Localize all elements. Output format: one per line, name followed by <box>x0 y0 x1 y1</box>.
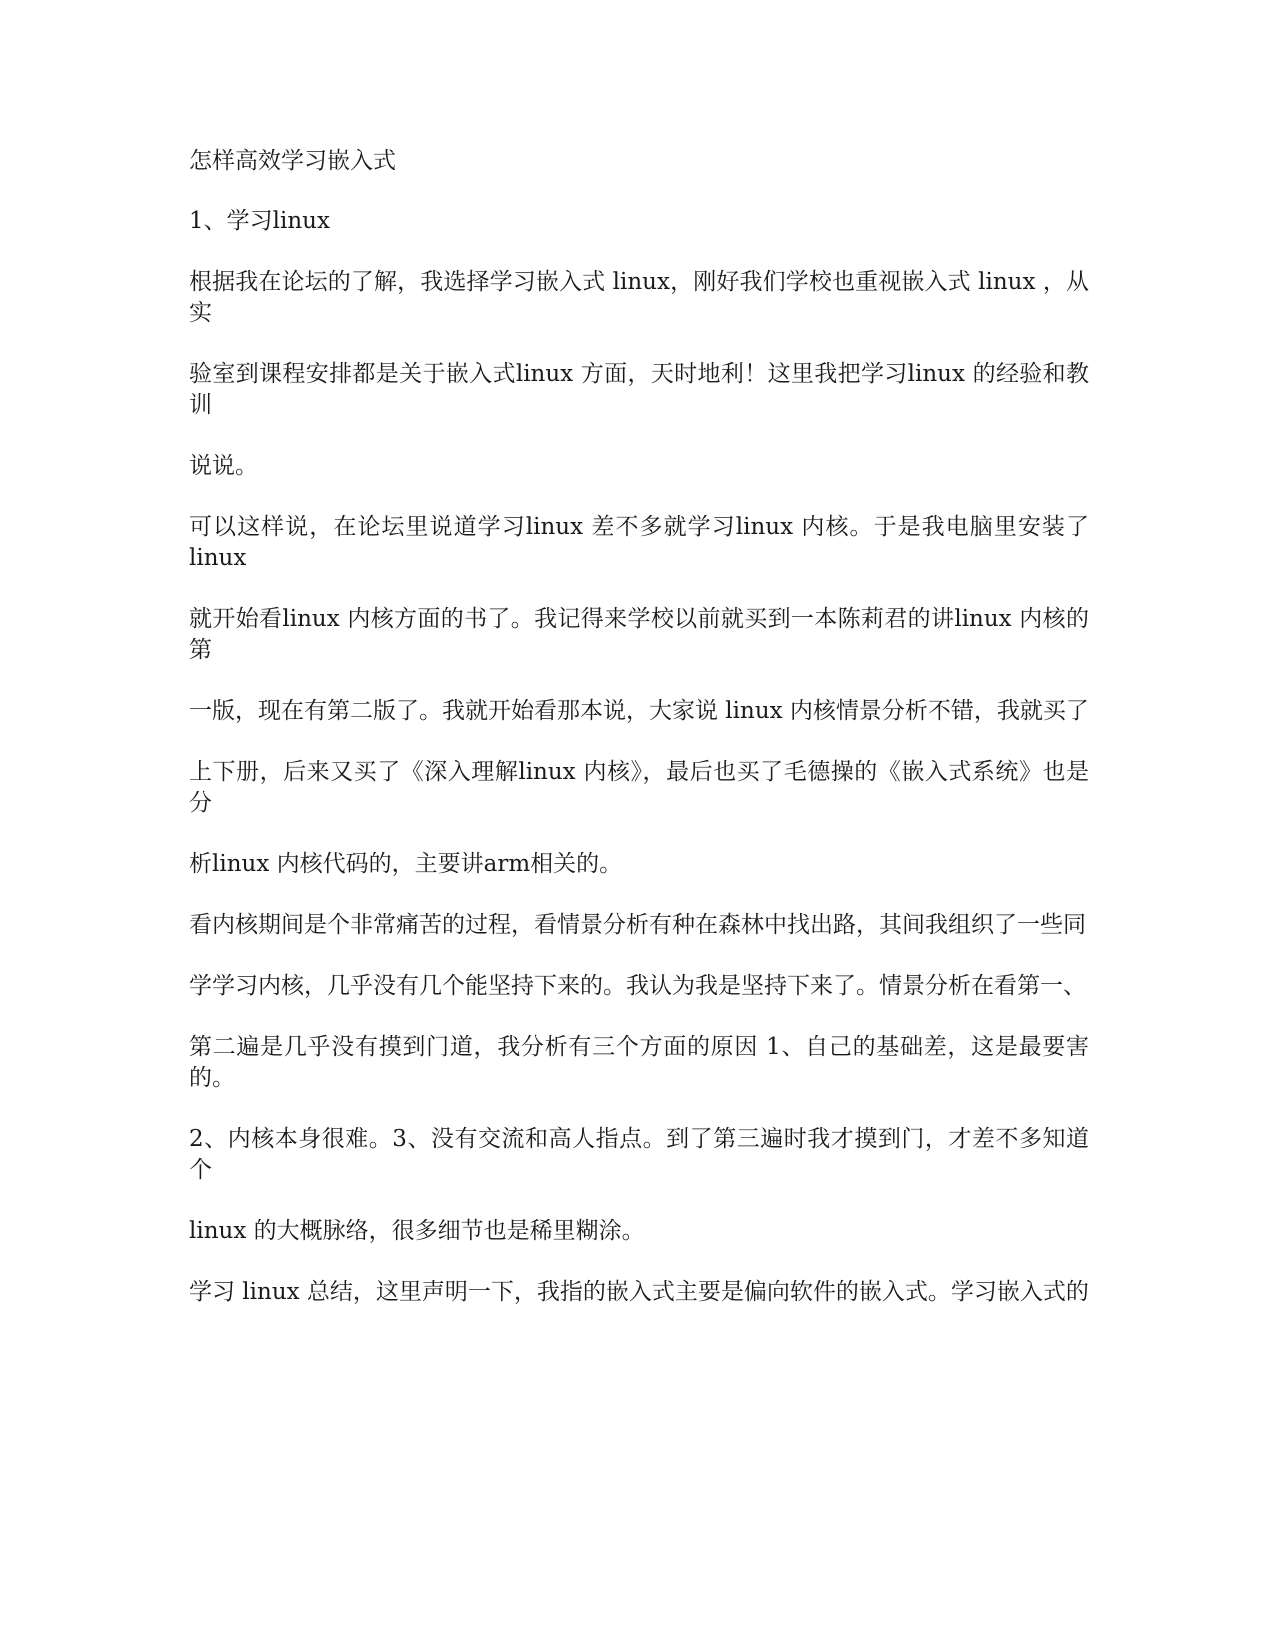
document-title: 怎样高效学习嵌入式 <box>189 148 396 174</box>
paragraph: 说说。 <box>189 453 258 479</box>
paragraph: 学习 linux 总结，这里声明一下，我指的嵌入式主要是偏向软件的嵌入式。学习嵌入式的 <box>189 1279 1089 1305</box>
paragraph: 1、学习linux <box>189 208 330 234</box>
paragraph: 第二遍是几乎没有摸到门道，我分析有三个方面的原因 1、自己的基础差，这是最要害的。 <box>189 1034 1089 1091</box>
paragraph: 就开始看linux 内核方面的书了。我记得来学校以前就买到一本陈莉君的讲linux 内核的第 <box>189 606 1089 663</box>
paragraph: 学学习内核，几乎没有几个能坚持下来的。我认为我是坚持下来了。情景分析在看第一、 <box>189 973 1086 999</box>
paragraph: 2、内核本身很难。3、没有交流和高人指点。到了第三遍时我才摸到门，才差不多知道个 <box>189 1126 1089 1183</box>
paragraph: 上下册，后来又买了《深入理解linux 内核》，最后也买了毛德操的《嵌入式系统》也是分 <box>189 759 1089 816</box>
paragraph: 一版，现在有第二版了。我就开始看那本说，大家说 linux 内核情景分析不错，我就买了 <box>189 698 1089 724</box>
paragraph: 析linux 内核代码的，主要讲arm相关的。 <box>189 851 623 877</box>
document-body <box>189 146 1089 1338</box>
paragraph: 可以这样说，在论坛里说道学习linux 差不多就学习linux 内核。于是我电脑里安装了linux <box>189 514 1089 571</box>
paragraph: 验室到课程安排都是关于嵌入式linux 方面，天时地利！这里我把学习linux 的经验和教训 <box>189 361 1089 418</box>
paragraph: 看内核期间是个非常痛苦的过程，看情景分析有种在森林中找出路，其间我组织了一些同 <box>189 912 1086 938</box>
paragraph: 根据我在论坛的了解，我选择学习嵌入式 linux，刚好我们学校也重视嵌入式 linux ，从实 <box>189 269 1089 326</box>
paragraph: linux 的大概脉络，很多细节也是稀里糊涂。 <box>189 1218 645 1244</box>
